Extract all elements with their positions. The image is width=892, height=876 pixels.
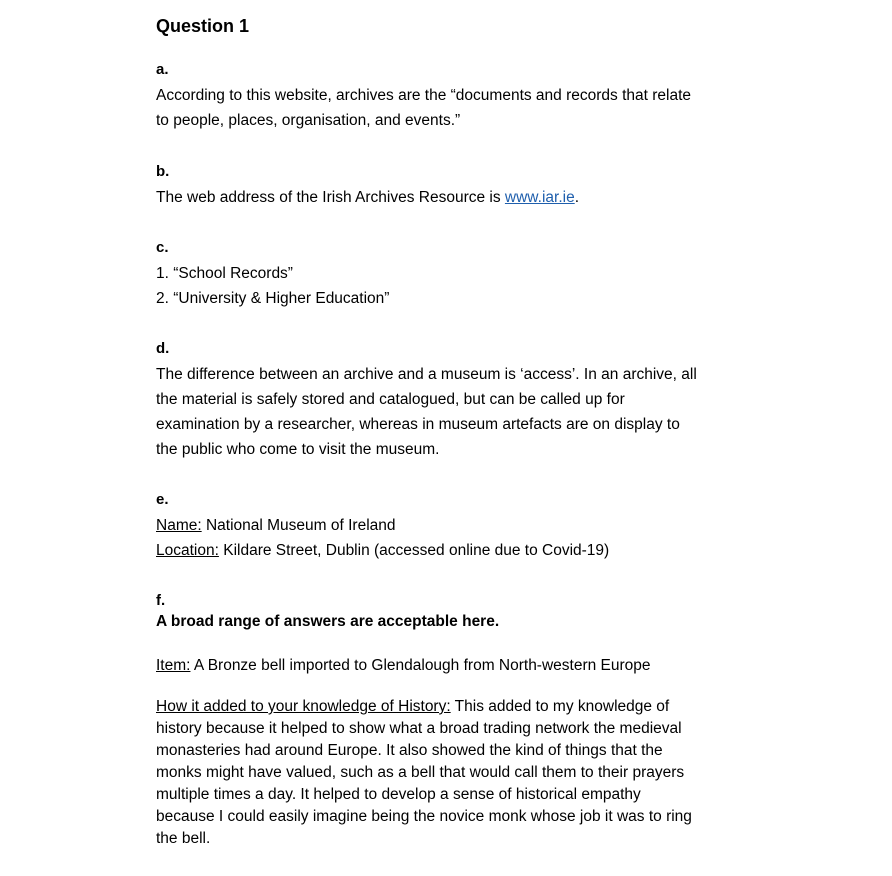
section-c-letter: c. bbox=[156, 239, 169, 256]
section-b bbox=[156, 162, 756, 210]
question-title: Question 1 bbox=[156, 16, 250, 36]
section-f-letter: f. bbox=[156, 592, 166, 609]
location-label: Location: bbox=[156, 542, 219, 559]
section-e-location bbox=[156, 538, 756, 563]
section-e bbox=[156, 490, 756, 563]
how-line-6: because I could easily imagine being the novice monk whose job it was to ring bbox=[156, 808, 692, 825]
section-d-line-1: The difference between an archive and a museum is ‘access’. In an archive, all bbox=[156, 366, 697, 383]
how-line-4: monks might have valued, such as a bell that would call them to their prayers bbox=[156, 764, 685, 781]
how-line-5: multiple times a day. It helped to develop a sense of historical empathy bbox=[156, 786, 641, 803]
section-e-name bbox=[156, 513, 756, 538]
section-f bbox=[156, 591, 756, 850]
section-f-how bbox=[156, 696, 756, 850]
location-value: Kildare Street, Dublin (accessed online due to Covid-19) bbox=[218, 542, 610, 559]
section-d-line-4: the public who come to visit the museum. bbox=[156, 441, 440, 458]
how-line-2: history because it helped to show what a broad trading network the medieval bbox=[156, 720, 682, 737]
item-label: Item: bbox=[156, 657, 191, 674]
section-d-letter: d. bbox=[156, 340, 170, 357]
section-d-line-3: examination by a researcher, whereas in museum artefacts are on display to bbox=[156, 416, 680, 433]
section-d bbox=[156, 339, 756, 462]
section-a-line-2: to people, places, organisation, and events.” bbox=[156, 112, 461, 129]
section-a-line-1: According to this website, archives are the “documents and records that relate bbox=[156, 87, 692, 104]
section-d-line-2: the material is safely stored and catalogued, but can be called up for bbox=[156, 391, 625, 408]
how-line-1 bbox=[156, 696, 756, 718]
section-f-note: A broad range of answers are acceptable here. bbox=[156, 613, 500, 630]
item-value: A Bronze bell imported to Glendalough from North-western Europe bbox=[190, 657, 651, 674]
section-c-item-1: 1. “School Records” bbox=[156, 265, 293, 282]
name-value: National Museum of Ireland bbox=[201, 517, 396, 534]
section-b-letter: b. bbox=[156, 163, 170, 180]
document-page bbox=[156, 14, 756, 847]
section-a-letter: a. bbox=[156, 61, 169, 78]
name-label: Name: bbox=[156, 517, 202, 534]
section-b-text-before: The web address of the Irish Archives Resource is bbox=[156, 189, 505, 206]
section-a bbox=[156, 60, 756, 133]
section-c-item-2: 2. “University & Higher Education” bbox=[156, 290, 390, 307]
section-e-letter: e. bbox=[156, 491, 169, 508]
section-b-text bbox=[156, 185, 756, 210]
section-f-item bbox=[156, 653, 756, 678]
how-label: How it added to your knowledge of History: bbox=[156, 698, 451, 715]
how-first: This added to my knowledge of bbox=[450, 698, 670, 715]
iar-link[interactable]: www.iar.ie bbox=[504, 189, 575, 206]
how-line-3: monasteries had around Europe. It also showed the kind of things that the bbox=[156, 742, 663, 759]
how-line-7: the bell. bbox=[156, 830, 211, 847]
section-b-text-after: . bbox=[574, 189, 580, 206]
section-c bbox=[156, 238, 756, 311]
